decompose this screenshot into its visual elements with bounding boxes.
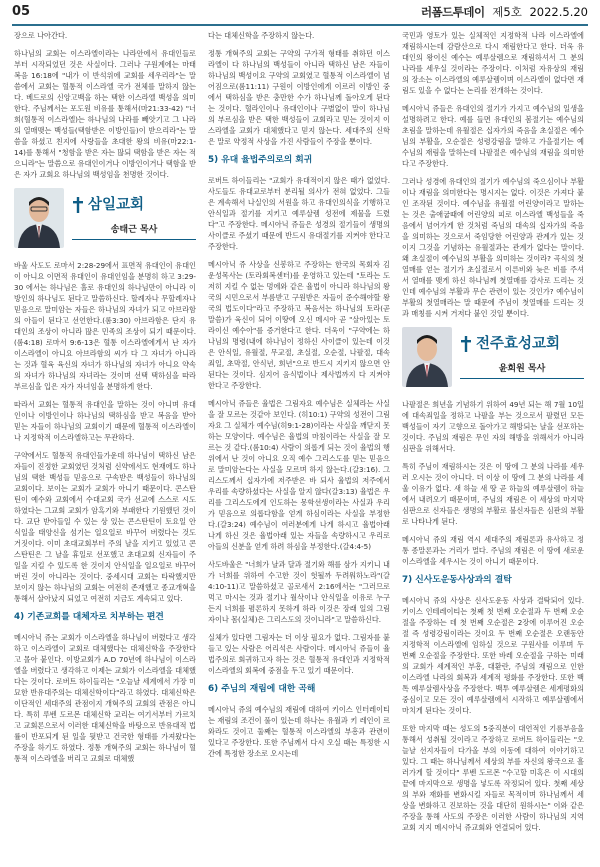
- author-rule: [72, 239, 196, 240]
- paragraph: 바울 사도도 로마서 2:28-29에서 표면적 유대인이 유대인이 아니요 이면적 유대인이 유대인임을 분명히 하고 3:29-30 에서는 하나님은 홀로 유대인의 하나님만이 아니라 이방인의 하나님도 된다고 말씀하신다. 할례자나 무할례자나 믿음으로 말미암는 자들은 하나님의 자녀가 되고 아브라함의 아들이 된다고 선언한다.(롬3:30) 아브라함은 단지 유대인의 조상이 아니라 많은 민족의 조상이 되기 때문이다.(롬4:18) 로마서 9:6-13은 혈통 이스라엘에게서 난 자가 이스라엘이 아니요 아브라함의 씨가 다 그 자녀가 아니라는 것과 혈육 육신의 자녀가 하나님의 자녀가 아니요 약속의 자녀가 하나님의 자녀라는 것이며 선택 택하심을 따라 부르심을 입은 자가 자녀임을 분명하게 한다.: [14, 261, 196, 391]
- column-1: [14, 30, 196, 863]
- section-heading: 5) 유대 율법주의로의 회귀: [208, 155, 313, 165]
- paragraph: 나팔절은 희년을 기념하기 위하여 49년 되는 해 7월 10일에 대속죄일을 정하고 나팔을 부는 것으로서 팔렸던 모든 백성들이 자기 고향으로 돌아가고 해방되는 날을 선포하는 것이다. 주님의 재림은 무인 자의 해방을 위해서가 아니라 심판을 위해서다.: [402, 400, 584, 453]
- church-name: [72, 196, 196, 214]
- paragraph: 그러나 성경에 유대인의 절기가 예수님의 죽으심이나 부활이나 재림을 의미한다는 명시지는 없다. 이것은 가져다 붙인 조작된 것이다. 예수님을 유월절 어린양이라고 말하는는 것은 출애굽때에 어린양의 피로 이스라엘 백성들을 죽음에서 넘어가게 한 것처럼 죽님의 대속의 십자가의 죽음을 의미하는 것으로서 죽임당한 어린양과 관계가 있는 것이지 그것을 기념하는 유월절과는 관계가 없다는 말이다. 왜 초실절이 예수님의 부활을 의미하는 것이라? 곡식의 첫 열매를 얻는 절기가 초실절로서 이른비와 늦은 비를 주셔서 열매를 맺게 하신 하나님께 첫열매를 감사로 드리는 것인데 예수님의 부활과 무슨 관련이 있는 것인가? 예수님이 부활의 첫열매라는 말 때문에 주님이 첫열매를 드리는 것과 매칭를 시켜 거저다 붙인 것일 뿐이다.: [402, 177, 584, 318]
- church-name: [460, 335, 584, 353]
- cross-icon: [72, 197, 84, 213]
- author-rule: [460, 378, 584, 379]
- paragraph: 메시아닉 쥬들은 유대인의 절기가 가지고 예수님의 일생을 설명하려고 한다. 예를 들면 유대인의 봄절기는 예수님의 초림을 말하는데 유월절은 십자가의 죽음을 초실절은 예수님의 부활을, 오순절은 성령강림을 말하고 가을절기는 예수님의 재림을 말하는데 나팔절은 예수님의 재림을 의미한다고 주장한다.: [402, 104, 584, 168]
- paragraph: 장으로 나아간다.: [14, 31, 68, 40]
- author-label: [452, 327, 584, 379]
- author-label: [64, 188, 196, 240]
- author-box-1: [14, 188, 196, 250]
- paragraph: 구약에서도 혈통적 유대인들가운데 하나님이 택하신 남은 자들이 진정한 교회였던 것처럼 신약에서도 현재에도 하나님의 택한 백성들 믿음으로 구속받은 백성들이 하나님의 교회이다. 보이는 교회가 교회가 아니기 때문이다. 콘스탄틴이 예수와 교회에서 수대교회 국가 선교에 스스로 시도하였다는 그교회 교회가 암흑기와 부패한다 기원했던 것이다. 교단 받아들일 수 있는 상 있는 콘스탄틴이 토요일 안식일을 태양신을 섬기는 일요일로 바꾸어 버렸다는 것도 거짓이다. 이미 초대교회부터 주의 날을 지키고 있었고 콘스탄틴은 그 날을 휴일로 선포했고 초대교회 신자들이 주일을 지킬 수 있도록 한 것이지 안식일을 일요일로 바꾸어 버린 것이 아니라는 것이다. 중세시대 교회는 타락했지만 보이지 않는 하나님의 교회는 여전히 존재했고 종교개혁을 통해서 살아났지 되었고 여전히 지금도 계속되고 있다.: [14, 451, 196, 603]
- section-heading: 4) 기존교회를 대체자로 치부하는 편견: [14, 612, 164, 622]
- paragraph: 특히 주님이 재림하시는 것은 이 땅에 그 분의 나라를 세우러 오시는 것이 아니다. 더 이상 이 땅에 그 분의 나라를 세울 이유가 없다. 새 하늘 새 땅 곧 하늘의 예루살렘이 하늘에서 내려오기 때문이며, 주님의 재림은 이 세상의 마지막 심판으로 신자들은 생명의 부활로 불신자들은 심판의 부활로 나타나게 된다.: [402, 462, 584, 526]
- issue-date: 2022.5.20: [529, 5, 588, 19]
- paragraph: 메시아닉 쥬는 교회가 이스라엘을 하나님이 버렸다고 생각하고 이스라엘이 교회로 대체했다는 대체신학을 주장한다고 몰아 붙인다. 이방교회가 A.D 70년에 하나님이 이스라엘을 버렸다고 생각하고 이제는 교회가 이스라엘을 대체했다는 것이다. 로버트 하이들리는 "오늘날 세계에서 가장 미묘한 반유대주의는 대체신학이다"라고 하였다. 대체신학은 이단적인 세대주의 관점이지 개혁주의 교회의 관점은 아니다. 특히 루벤 도르몬 대체신학 교리는 여기서부터 가르치고 교회론으로서 이러한 대체신학을 바탕으로 반유대적 법률이 반포되게 된 일을 뒷받고 건국한 형태를 가져왔다는 주장을 하기도 하였다. 정통 개혁주의 교회는 하나님이 혈통적 이스라엘을 버리고 교회로 대체했: [14, 633, 196, 763]
- paragraph: 국민과 영토가 있는 실체적인 지정학적 나라 이스라엘에 재림하시는데 감람산으로 다시 재림한다고 한다. 더욱 유대인의 왕이신 예수는 예루살렘으로 재림하셔서 그 분의 나라를 세우실 것이라는 주장이다. 이처럼 자유상의 재림의 장소는 이스라엘의 예루살렘이며 이스라엘이 없다면 재림도 있을 수 없다는 논리를 전개하는 것이다.: [402, 31, 584, 95]
- paragraph: 따라서 교회는 혈통적 유대인을 말하는 것이 아니며 유대인이나 이방인이나 하나님의 택하심을 받고 복음을 받아 믿는 자들이 하나님의 교회이기 때문에 혈통적 이스라엘이나 지정학적 이스라엘하고는 무관하다.: [14, 400, 196, 442]
- column-3: [402, 30, 584, 863]
- cross-icon: [460, 336, 472, 352]
- paragraph: 실체가 있다면 그림자는 더 이상 필요가 없다. 그림자를 붙들고 있는 사람은 어리석은 사람이다. 메시아닉 쥬들이 율법주의로 회귀하고자 하는 것은 혈통적 유대인과 지정학적 이스라엘의 회복에 중점을 두고 있기 때문이다.: [208, 633, 390, 675]
- paragraph: 다는 대체신학을 주장하지 않는다.: [208, 31, 315, 40]
- pastor-photo: [14, 188, 64, 248]
- page-header: [0, 0, 600, 24]
- page-number: 05: [12, 4, 31, 19]
- paragraph: 하나님의 교회는 이스라엘이라는 나라안에서 유대인들로부터 시작되었던 것은 사실이다. 그러나 구원계에는 마태복음 16:18에 "내가 이 반석위에 교회를 세우리라"는 말씀에서 교회는 혈통적 이스라엘 국가 전체를 말하지 않는다. 베드로의 신앙고백을 하는 택한 이스라엘 백성을 의미한다. 주님께서는 포도원 비유를 통해서(마21:33-42) "너희(혈통적 이스라엘)는 하나님의 나라를 빼앗기고 그 나라의 열매맺는 백성들(택함받은 이방인들)이 받으리라"는 말씀을 하셨고 친지에 사랑들을 초대한 왕의 비유(마22:1-14)를 통해서 "청함을 받은 자는 많되 택함을 받은 자는 적으니라"는 말씀으로 유대인이거나 이방인이거나 택함을 받은 자가 교회요 하나님의 백성임을 천명한 것이다.: [14, 49, 196, 179]
- church-name-text: 삼일교회: [88, 197, 145, 213]
- paragraph: 메시아닉 쥬의 사상은 신사도운동 사상과 결탁되어 있다. 키이스 인테레이티는 첫째 첫 번째 오순절과 두 번째 오순절을 주장하는 데 첫 번째 오순절은 2장에 이루어진 오순절 즉 성령강림이라는 것이요 두 번째 오순절은 오랜동안 지정학적 이스라엘에 임하실 것으로 구원사를 이루며 두 번째 오순절을 주장한다. 또한 바레 오순절을 구하는 미래의 교회가 세계적인 부흥, 대환란, 주님의 재림으로 인한 이스라엘 나라의 회복과 세계적 평화를 주장한다. 또한 백톡 예루살렘사상을 주장한다. 백투 예루살렘은 세계평화의 중심이고 모든 것이 예루살렘에서 시작하고 예루살렘에서 마치게 된다는 것이다.: [402, 596, 584, 715]
- masthead: [421, 4, 588, 20]
- paragraph: 메시아닉 쥬 사상을 신봉하고 주장하는 한국의 목회자 김운성목사는 (토라회복센터)를 운영하고 있는데 "토라는 도저히 지킬 수 없는 멍에와 같은 율법이 아니라 하나님의 왕국의 시민으로서 부름받고 구원받은 자들이 준수해야할 왕국의 법도이다"라고 주장하고 복음서는 하나님의 토라(곧 말씀)가 육신이 되어 이땅에 오신 메시아 곧 "살아있는 토라이신 예수아"를 증거한다고 한다. 더욱이 "구약에는 하나님의 명령(내에 하나님이 정하신 사이클이 있는데 이것은 안식일, 유월절, 무교절, 초실절, 오순절, 나팔절, 대속죄일, 초막절, 안식년, 희년"으로 반드시 지키지 않으면 안된다는 것이다. 심지어 음식법이나 제사법까지 다 지켜야 한다고 주장한다.: [208, 260, 390, 390]
- paragraph: 메시아닉 쥬의 예수님의 재림에 대하여 키이스 인터레이티는 재림의 조건이 풀이 있는데 하나는 유월과 키 레인이 르와라도 것이고 둘째는 혈통적 이스라엘의 부흥과 관련이 있다고 주장한다. 또한 주님께서 다시 오실 때는 특정한 시간에 특정한 장소로 오시는데: [208, 705, 390, 758]
- paragraph: 정통 개혁주의 교회는 구약의 구가적 형태를 취하던 이스라엘이 다 하나님의 백성들이 아니라 택하신 남은 자들이 하나님의 백성이요 구약의 교회였고 혈통적 이스라엘이 넘어짐으로(롬11:11) 구원이 이방인에게 이르러 이방인 중에서 택하심을 받은 충만한 수가 하나님께 돌아오게 된다는 것이다. 혈라인이나 유대인이나 구별없이 말이 하나님의 부르심을 받은 택한 백성들이 교회라고 믿는 것이지 이스라엘을 교회가 대체했다고 믿지 않는다. 세대주의 신학은 말로 약정적 사상을 가진 사람들이 주장을 뿐이다.: [208, 49, 390, 146]
- section-heading: 7) 신사도운동사상과의 결탁: [402, 575, 512, 585]
- paragraph: 또한 마지막 때는 성도의 5중직분이 대언적인 기름부음을 통해서 성취될 것이라고 주장하고 로버트 하이들리는 "오늘날 선지자들이 다가올 부의 이동에 대하여 이야기하고 있다. 그 때는 하나님께서 세상의 부를 자신의 왕국으로 흘러가게 할 것이다" 루벤 도르몬 "수고할 미혹은 이 시대의 끝에 마지막으로 생명을 넣도록 작정되어 있다. 첫째 세상의 부와 재화를 변화시킬 자들로 목적이며 하나님께서 세상을 변화하고 진보하는 것을 대단히 원하시는" 이와 같은 주장을 통해 사도의 주장은 이러한 사람이 하나님의 지역교회 지지 메시아닉 쥬교회와 연결되어 있다.: [402, 724, 584, 832]
- paragraph: 메시아닉 쥬들은 율법은 그림자요 예수님은 실체라는 사실을 잘 모르는 것같아 보인다. (히10:1) 구약의 성전이 그림자요 그 실체가 예수님(히9:1-28)이라는 사실을 깨닫지 못하는 모양이다. 예수님은 율법의 마침이라는 사실을 잘 모르는 것 같다.(롬10:4) 사람이 의롭게 되는 것이 율법의 행위에서 난 것이 아니요 오직 예수 그리스도를 믿는 믿음으로 말미암는다는 사실을 모르며 하지 않는다.(갈3:16). 그리스도께서 십자가에 저주받은 바 되사 율법의 저주에서 우리를 속량하셨다는 사실을 알지 않다(갈3:13) 율법은 우리를 그리스도에게 인도하는 몽학선생이라는 사실과 우리가 믿음으로 의롭다함을 얻게 하심이라는 사실을 부정한다.(갈3:24) 예수님이 여러분에게 나게 하시고 율법아래 나게 하신 것은 율법아래 있는 자들을 속량하시고 우리로 아들의 신분을 얻게 하려 하심을 부정한다.(갈4:4-5): [208, 399, 390, 551]
- church-name-text: 전주효성교회: [476, 336, 561, 352]
- paper-name: 러폼드투데이: [420, 5, 485, 19]
- column-2: [208, 30, 390, 863]
- pastor-name: 윤희원 목사: [498, 364, 546, 374]
- header-rule: [12, 24, 588, 26]
- paragraph: 로버트 하이들리는 "교회가 유대적이지 않은 때가 없었다. 사도들도 유대교로부터 분리될 의사가 전혀 없었다. 그들은 계속해서 나실인의 서원을 하고 유대인의식을 기행하고 안식일과 절기를 지키고 예루살렘 성전에 제물을 드렸다"고 주장한다. 메시아닉 쥬들은 성경의 절기들이 생명의 사이클로 주셨기 때문에 반드시 유대절기를 지켜야 한다고 주장한다.: [208, 176, 390, 251]
- section-heading: 6) 주님의 재림에 대한 곡해: [208, 684, 316, 694]
- issue-number: 제5호: [492, 5, 522, 19]
- paragraph: 사도바울은 "너희가 날과 달과 절기와 해를 삼가 지키니 내가 너희를 위하여 수고한 것이 헛될까 두려워하노라"(갈4:10-11)고 말씀하셨고 골로새서 2:16에서는 "그러므로 먹고 마시는 것과 절기나 월삭이나 안식일을 이유로 누구든지 너희를 폄론하지 못하게 하라 이것은 장래 일의 그림자이나 몸(실체)은 그리스도의 것이니라"고 말씀하신다.: [208, 560, 390, 624]
- pastor-photo: [402, 327, 452, 387]
- paragraph: 메시아닉 쥬의 재림 역시 세대주의 재림론과 유사하고 정통 종말론과는 거리가 멀다. 주님의 재림은 이 땅에 새로운 이스라엘을 세우시는 것이 아니기 때문이다.: [402, 535, 584, 566]
- author-box-2: [402, 327, 584, 389]
- pastor-name: 송태근 목사: [110, 225, 158, 235]
